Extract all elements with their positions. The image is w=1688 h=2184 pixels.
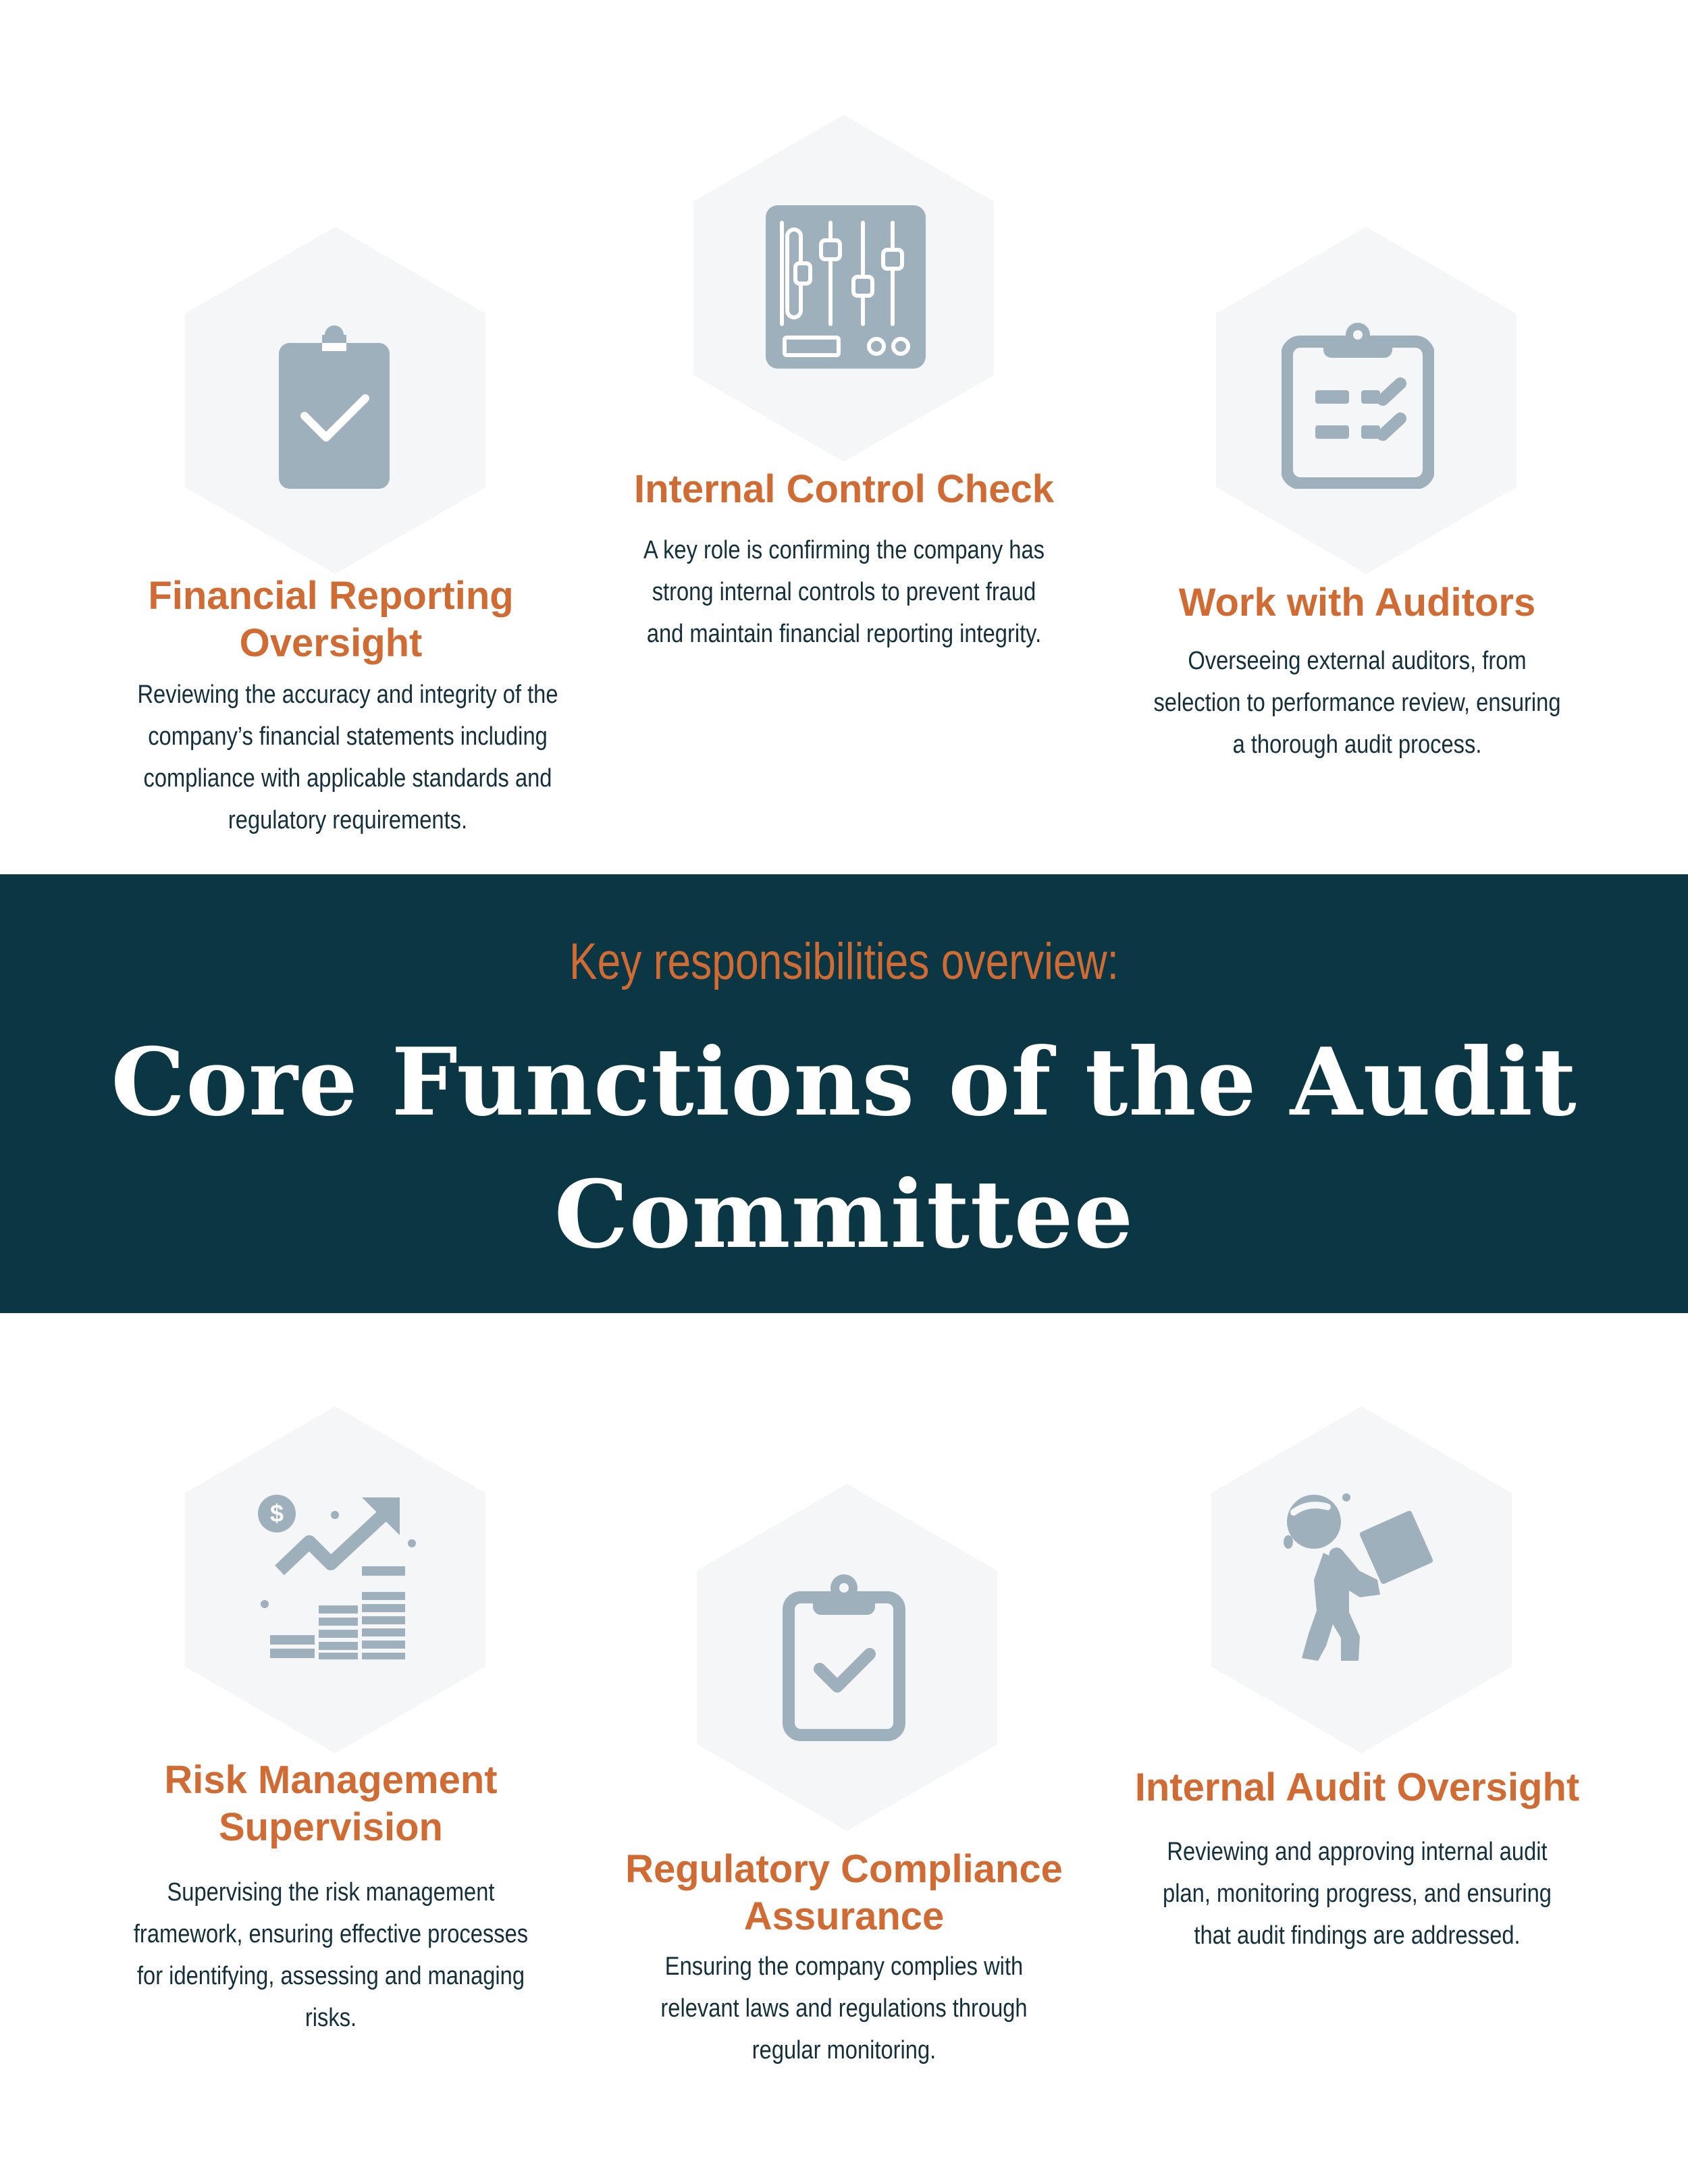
card-title: Risk Management Supervision	[164, 1758, 498, 1849]
control-panel-sliders-icon	[763, 203, 928, 371]
banner-subtitle: Key responsibilities overview:	[569, 933, 1119, 990]
card-title: Internal Control Check	[634, 467, 1054, 511]
card-description: Ensuring the company complies with relevant laws and regulations through regular monitoring.	[660, 1952, 1028, 2065]
card-description: Overseeing external auditors, from selection to performance review, ensuring a thorough audit process.	[1153, 647, 1561, 759]
clipboard-checklist-icon	[1282, 320, 1434, 489]
page-title: Core Functions of the Audit Committee	[111, 1027, 1577, 1269]
growth-chart-dollar-icon	[255, 1491, 417, 1663]
card-title: Financial Reporting Oversight	[148, 574, 514, 665]
card-description: Supervising the risk management framework, ensuring effective processes for identifying, assessing and managing risks.	[133, 1878, 529, 2032]
svg-text:$: $	[269, 1499, 284, 1527]
card-description: Reviewing and approving internal audit plan, monitoring progress, and ensuring that audit findings are addressed.	[1163, 1838, 1552, 1950]
clipboard-outline-check-icon	[781, 1573, 907, 1742]
card-title: Internal Audit Oversight	[1134, 1765, 1580, 1809]
card-description: Reviewing the accuracy and integrity of the company’s financial statements including compliance with applicable standards and regulatory requirements.	[137, 681, 558, 834]
card-title: Regulatory Compliance Assurance	[625, 1847, 1063, 1938]
person-carrying-box-icon	[1279, 1492, 1440, 1666]
clipboard-check-icon	[273, 323, 395, 491]
card-title: Work with Auditors	[1178, 581, 1536, 624]
card-description: A key role is confirming the company has strong internal controls to prevent fraud and maintain financial reporting integrity.	[643, 536, 1045, 648]
